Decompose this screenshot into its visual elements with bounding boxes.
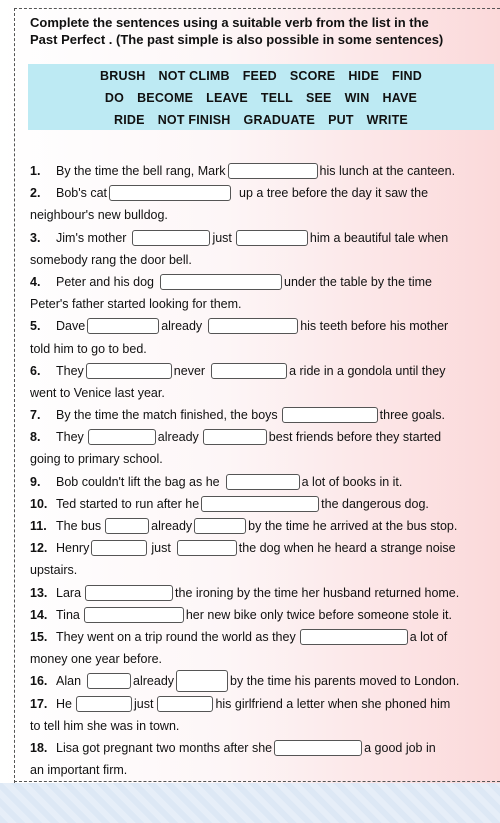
answer-blank[interactable]: [88, 429, 156, 445]
answer-blank[interactable]: [194, 518, 246, 534]
item-9: [30, 471, 496, 493]
item-number: 14.: [30, 607, 48, 622]
word-hide: HIDE: [348, 69, 379, 83]
item-text: just: [133, 696, 154, 711]
item-text: neighbour's new bulldog.: [30, 208, 168, 223]
item-text: money one year before.: [30, 652, 163, 667]
item-number: 1.: [30, 164, 41, 178]
item-10: [30, 493, 496, 515]
item-2-cont: [30, 204, 496, 226]
item-number: 6.: [30, 363, 41, 378]
item-text: Peter's father started looking for them.: [30, 297, 242, 312]
answer-blank[interactable]: [236, 230, 308, 246]
item-text: They: [56, 363, 84, 378]
word-become: BECOME: [137, 91, 194, 105]
item-text: Peter and his dog: [56, 274, 154, 289]
item-16: [30, 670, 496, 692]
item-3-cont: [30, 249, 496, 271]
item-text: his lunch at the canteen.: [319, 164, 456, 178]
item-number: 8.: [30, 430, 41, 445]
item-4: [30, 271, 496, 293]
item-text: Jim's mother: [56, 230, 127, 245]
answer-blank[interactable]: [274, 740, 362, 756]
item-text: to tell him she was in town.: [30, 718, 180, 733]
item-text: already: [133, 674, 175, 689]
word-ride: RIDE: [114, 113, 145, 127]
item-18: [30, 737, 496, 759]
dashed-border-left: [14, 8, 15, 783]
item-text: went to Venice last year.: [30, 385, 165, 400]
item-text: by the time his parents moved to London.: [230, 674, 460, 689]
item-text: her new bike only twice before someone stole it.: [185, 607, 452, 622]
item-text: By the time the match finished, the boys: [56, 408, 278, 423]
item-text: under the table by the time: [284, 274, 433, 289]
item-text: best friends before they started: [268, 430, 442, 445]
word-find: FIND: [391, 69, 422, 83]
item-text: a ride in a gondola until they: [289, 363, 446, 378]
item-14: [30, 604, 496, 626]
answer-blank[interactable]: [282, 407, 378, 423]
answer-blank[interactable]: [211, 363, 287, 379]
answer-blank[interactable]: [132, 230, 210, 246]
item-8-cont: [30, 448, 496, 470]
item-11: [30, 515, 496, 537]
item-15-cont: [30, 648, 496, 670]
answer-blank[interactable]: [176, 670, 228, 692]
item-text: The bus: [56, 519, 102, 533]
answer-blank[interactable]: [86, 363, 172, 379]
word-brush: BRUSH: [100, 69, 146, 83]
answer-blank[interactable]: [228, 163, 318, 179]
word-put: PUT: [328, 113, 354, 127]
answer-blank[interactable]: [91, 540, 147, 556]
item-text: a lot of books in it.: [301, 474, 403, 489]
item-number: 2.: [30, 186, 41, 201]
item-text: going to primary school.: [30, 452, 163, 467]
answer-blank[interactable]: [177, 540, 237, 556]
item-text: They went on a trip round the world as they: [56, 629, 296, 644]
answer-blank[interactable]: [208, 318, 298, 334]
item-text: by the time he arrived at the bus stop.: [248, 519, 458, 533]
word-not-finish: NOT FINISH: [157, 113, 231, 127]
item-5-cont: [30, 338, 496, 360]
item-text: Lara: [56, 585, 82, 600]
answer-blank[interactable]: [160, 274, 282, 290]
item-text: his teeth before his mother: [300, 319, 449, 334]
answer-blank[interactable]: [201, 496, 319, 512]
item-text: a good job in: [364, 740, 436, 755]
item-text: He: [56, 696, 72, 711]
item-18-cont: [30, 759, 496, 781]
item-1: [30, 160, 496, 182]
item-5: [30, 315, 496, 337]
item-text: Henry: [56, 541, 90, 556]
item-12-cont: [30, 559, 496, 581]
exercise-items: [30, 160, 496, 781]
answer-blank[interactable]: [85, 585, 173, 601]
item-15: [30, 626, 496, 648]
word-score: SCORE: [289, 69, 336, 83]
answer-blank[interactable]: [226, 474, 300, 490]
item-13: [30, 582, 496, 604]
item-text: the ironing by the time her husband returned home.: [175, 585, 460, 600]
item-number: 4.: [30, 274, 41, 289]
item-text: already: [157, 430, 199, 445]
answer-blank[interactable]: [300, 629, 408, 645]
item-17: [30, 693, 496, 715]
item-12: [30, 537, 496, 559]
item-text: Tina: [56, 607, 80, 622]
item-text: Bob's cat: [56, 186, 108, 201]
word-not-climb: NOT CLIMB: [158, 69, 230, 83]
item-number: 16.: [30, 674, 48, 689]
word-win: WIN: [344, 91, 370, 105]
item-text: Dave: [56, 319, 86, 334]
item-text: Bob couldn't lift the bag as he: [56, 474, 220, 489]
item-2: [30, 182, 496, 204]
item-8: [30, 426, 496, 448]
item-text: They: [56, 430, 84, 445]
item-number: 3.: [30, 230, 41, 245]
word-bank-row-3: [28, 109, 494, 131]
item-6: [30, 360, 496, 382]
item-text: upstairs.: [30, 563, 78, 578]
word-bank: [28, 64, 494, 130]
item-number: 17.: [30, 696, 48, 711]
word-feed: FEED: [242, 69, 277, 83]
item-text: three goals.: [379, 408, 445, 423]
item-number: 9.: [30, 474, 41, 489]
item-text: never: [173, 363, 206, 378]
word-have: HAVE: [382, 91, 418, 105]
item-17-cont: [30, 715, 496, 737]
instructions-line-2: Past Perfect . (The past simple is also possible in some sentences): [30, 32, 444, 47]
answer-blank[interactable]: [84, 607, 184, 623]
answer-blank[interactable]: [87, 318, 159, 334]
item-text: the dog when he heard a strange noise: [238, 541, 456, 556]
item-text: up a tree before the day it saw the: [239, 186, 429, 201]
word-leave: LEAVE: [206, 91, 248, 105]
item-text: Lisa got pregnant two months after she: [56, 740, 273, 755]
item-text: Alan: [56, 674, 82, 689]
answer-blank[interactable]: [87, 673, 131, 689]
instructions-line-1: Complete the sentences using a suitable verb from the list in the: [30, 15, 429, 30]
word-do: DO: [104, 91, 125, 105]
answer-blank[interactable]: [157, 696, 213, 712]
item-7: [30, 404, 496, 426]
word-tell: TELL: [260, 91, 293, 105]
answer-blank[interactable]: [76, 696, 132, 712]
item-number: 13.: [30, 585, 48, 600]
item-number: 7.: [30, 408, 41, 423]
item-3: [30, 227, 496, 249]
item-text: already: [151, 519, 193, 533]
item-number: 12.: [30, 541, 48, 556]
item-text: an important firm.: [30, 763, 128, 778]
item-number: 10.: [30, 496, 48, 511]
item-number: 18.: [30, 740, 48, 755]
item-text: the dangerous dog.: [321, 496, 429, 511]
item-text: told him to go to bed.: [30, 341, 147, 356]
item-text: just: [151, 541, 171, 556]
item-number: 15.: [30, 629, 48, 644]
answer-blank[interactable]: [203, 429, 267, 445]
item-number: 11.: [30, 519, 47, 533]
word-bank-row-2: [28, 87, 494, 109]
item-text: already: [161, 319, 203, 334]
word-write: WRITE: [366, 113, 408, 127]
answer-blank[interactable]: [105, 518, 149, 534]
word-bank-row-1: [28, 65, 494, 87]
word-graduate: GRADUATE: [243, 113, 316, 127]
item-text: Ted started to run after he: [56, 496, 200, 511]
background-pattern: [0, 783, 500, 823]
item-4-cont: [30, 293, 496, 315]
item-text: him a beautiful tale when: [309, 230, 449, 245]
item-6-cont: [30, 382, 496, 404]
dashed-border-top: [14, 8, 500, 9]
item-number: 5.: [30, 319, 41, 334]
item-text: somebody rang the door bell.: [30, 252, 192, 267]
item-text: just: [212, 230, 232, 245]
item-text: a lot of: [409, 629, 448, 644]
instructions: [30, 14, 490, 48]
item-text: his girlfriend a letter when she phoned him: [215, 696, 451, 711]
item-text: By the time the bell rang, Mark: [56, 164, 226, 178]
answer-blank[interactable]: [109, 185, 231, 201]
word-see: SEE: [305, 91, 332, 105]
